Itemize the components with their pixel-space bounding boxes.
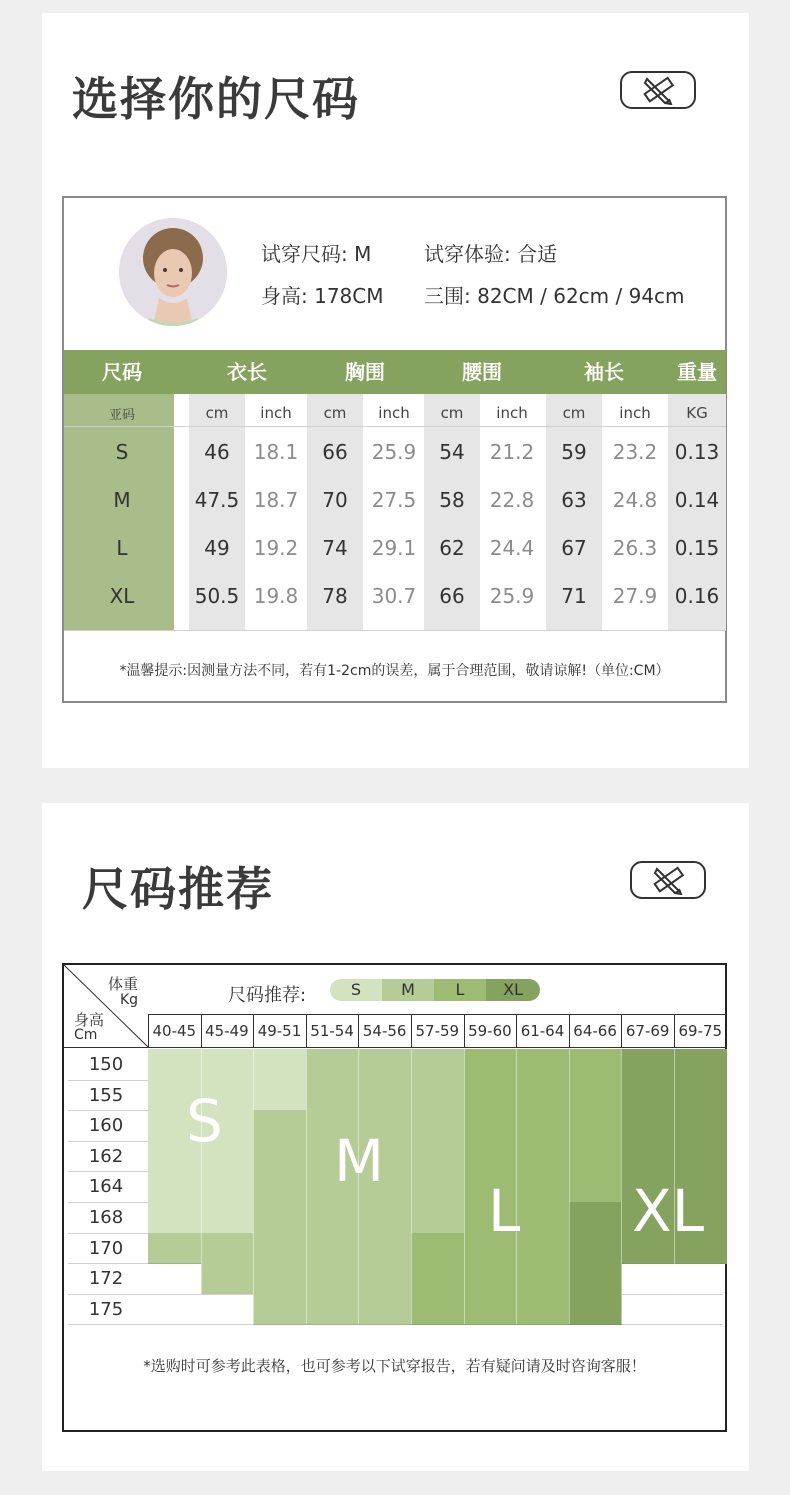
grid-cell: [516, 1294, 569, 1325]
section-title: 选择你的尺码: [72, 72, 360, 126]
grid-cell: [306, 1263, 359, 1294]
size-value: 50.5: [194, 584, 240, 608]
divider: [358, 1014, 359, 1047]
divider: [64, 630, 726, 631]
weight-header: 51-54: [310, 1022, 354, 1040]
grid-cell: [358, 1202, 411, 1233]
grid-cell: [148, 1202, 201, 1233]
grid-cell: [253, 1080, 306, 1111]
divider: [569, 1014, 570, 1047]
divider: [411, 1049, 412, 1324]
ruler-pencil-icon-graphic: [639, 75, 677, 105]
region-label-l: L: [488, 1177, 521, 1245]
height-label: 162: [88, 1145, 124, 1167]
height-label: 160: [88, 1115, 124, 1137]
corner-height: 身高: [74, 1011, 105, 1029]
sub-header: inch: [260, 404, 292, 422]
divider: [464, 1014, 465, 1047]
divider: [148, 1014, 727, 1015]
size-value: 24.4: [489, 536, 535, 560]
grid-cell: [569, 1080, 622, 1111]
height-label: 164: [88, 1176, 124, 1198]
divider: [306, 1014, 307, 1047]
weight-header: 61-64: [520, 1022, 565, 1040]
grid-cell: [516, 1110, 569, 1141]
size-value: 23.2: [612, 440, 658, 464]
grid-cell: [201, 1202, 254, 1233]
grid-cell: [516, 1049, 569, 1080]
size-value: 63: [561, 488, 587, 512]
model-avatar: [119, 218, 227, 326]
grid-cell: [148, 1233, 201, 1264]
section-title: 尺码推荐: [82, 862, 274, 916]
grid-cell: [464, 1049, 517, 1080]
size-value: 78: [322, 584, 348, 608]
grid-cell: [516, 1233, 569, 1264]
size-value: 19.2: [253, 536, 299, 560]
size-value: 25.9: [489, 584, 535, 608]
header-length: 衣长: [227, 360, 267, 384]
grid-cell: [358, 1049, 411, 1080]
size-value: 22.8: [489, 488, 535, 512]
grid-cell: [253, 1233, 306, 1264]
divider: [569, 1049, 570, 1324]
try-feel: 试穿体验: 合适: [424, 242, 558, 266]
grid-cell: [464, 1141, 517, 1172]
size-label: S: [115, 440, 129, 464]
grid-cell: [516, 1202, 569, 1233]
header-size: 尺码: [102, 360, 142, 384]
size-value: 27.5: [371, 488, 417, 512]
legend-xl: XL: [486, 979, 540, 1001]
size-value: 26.3: [612, 536, 658, 560]
grid-cell: [253, 1141, 306, 1172]
model-size-table: [62, 196, 727, 703]
recommend-table: [62, 963, 727, 1432]
divider: [253, 1049, 254, 1324]
size-value: 67: [561, 536, 587, 560]
size-value: 49: [204, 536, 230, 560]
divider: [64, 1047, 727, 1048]
size-value: 74: [322, 536, 348, 560]
model-measurements: 三围: 82CM / 62cm / 94cm: [424, 284, 685, 308]
grid-cell: [621, 1110, 674, 1141]
grid-cell: [411, 1233, 464, 1264]
size-value: 58: [439, 488, 465, 512]
size-value: 21.2: [489, 440, 535, 464]
size-value: 30.7: [371, 584, 417, 608]
divider: [411, 1014, 412, 1047]
size-guide-card: [42, 13, 749, 768]
size-value: 0.16: [674, 584, 720, 608]
divider: [253, 1014, 254, 1047]
height-label: 155: [88, 1084, 124, 1106]
grid-cell: [569, 1294, 622, 1325]
grid-cell: [411, 1110, 464, 1141]
header-sleeve: 袖长: [584, 360, 624, 384]
grid-cell: [411, 1141, 464, 1172]
size-value: 0.14: [674, 488, 720, 512]
size-value: 18.1: [253, 440, 299, 464]
grid-cell: [516, 1141, 569, 1172]
legend-bar: [330, 979, 540, 1001]
grid-cell: [306, 1049, 359, 1080]
divider: [68, 1324, 723, 1325]
legend-l: L: [434, 979, 486, 1001]
weight-header: 57-59: [415, 1022, 460, 1040]
header-weight: 重量: [677, 360, 717, 384]
weight-header: 67-69: [625, 1022, 670, 1040]
region-label-s: S: [186, 1087, 223, 1155]
height-label: 170: [88, 1237, 124, 1259]
ruler-pencil-icon: [620, 71, 696, 109]
size-value: 59: [561, 440, 587, 464]
legend-label: 尺码推荐:: [228, 985, 307, 1006]
sub-header: cm: [562, 404, 586, 422]
header-chest: 胸围: [345, 360, 385, 384]
sub-header: cm: [440, 404, 464, 422]
grid-cell: [148, 1049, 201, 1080]
size-value: 0.15: [674, 536, 720, 560]
ruler-pencil-icon-graphic: [649, 865, 687, 895]
grid-cell: [358, 1080, 411, 1111]
size-value: 25.9: [371, 440, 417, 464]
grid-cell: [464, 1110, 517, 1141]
grid-cell: [411, 1263, 464, 1294]
size-value: 46: [204, 440, 230, 464]
grid-cell: [306, 1202, 359, 1233]
sub-header: 亚码: [108, 408, 135, 423]
grid-cell: [201, 1233, 254, 1264]
grid-cell: [411, 1171, 464, 1202]
grid-cell: [674, 1080, 727, 1111]
legend-s: S: [330, 979, 382, 1001]
size-table-header: [64, 350, 726, 394]
grid-cell: [569, 1049, 622, 1080]
grid-cell: [569, 1171, 622, 1202]
grid-cell: [569, 1141, 622, 1172]
size-recommend-card: [42, 803, 749, 1471]
sub-header: inch: [619, 404, 651, 422]
size-value: 19.8: [253, 584, 299, 608]
measurement-note: *温馨提示:因测量方法不同，若有1-2cm的误差，属于合理范围，敬请谅解!（单位:CM）: [119, 663, 670, 679]
grid-cell: [358, 1263, 411, 1294]
grid-cell: [148, 1171, 201, 1202]
size-value: 0.13: [674, 440, 720, 464]
grid-cell: [253, 1171, 306, 1202]
grid-cell: [253, 1294, 306, 1325]
grid-cell: [621, 1080, 674, 1111]
size-value: 54: [439, 440, 465, 464]
weight-header: 40-45: [152, 1022, 197, 1040]
grid-cell: [306, 1080, 359, 1111]
weight-header: 64-66: [573, 1022, 617, 1040]
grid-cell: [569, 1263, 622, 1294]
divider: [621, 1014, 622, 1047]
height-label: 168: [88, 1207, 124, 1228]
grid-cell: [253, 1263, 306, 1294]
grid-cell: [674, 1141, 727, 1172]
divider: [64, 426, 726, 427]
region-label-xl: XL: [632, 1177, 705, 1245]
height-label: 175: [88, 1298, 124, 1320]
ruler-pencil-icon: [630, 861, 706, 899]
corner-weight: 体重: [108, 975, 139, 993]
grid-cell: [569, 1202, 622, 1233]
grid-cell: [516, 1171, 569, 1202]
grid-cell: [569, 1233, 622, 1264]
divider: [674, 1014, 675, 1047]
height-label: 172: [88, 1268, 124, 1290]
grid-cell: [306, 1294, 359, 1325]
sub-header: inch: [378, 404, 410, 422]
grid-cell: [201, 1049, 254, 1080]
grid-cell: [621, 1141, 674, 1172]
height-label: 150: [88, 1054, 124, 1075]
grid-cell: [411, 1294, 464, 1325]
grid-cell: [516, 1080, 569, 1111]
grid-cell: [411, 1202, 464, 1233]
grid-cell: [464, 1294, 517, 1325]
grid-cell: [569, 1110, 622, 1141]
grid-cell: [411, 1049, 464, 1080]
weight-header: 69-75: [678, 1022, 723, 1040]
region-label-m: M: [334, 1127, 385, 1195]
try-size: 试穿尺码: M: [261, 242, 372, 266]
grid-cell: [253, 1049, 306, 1080]
grid-cell: [306, 1233, 359, 1264]
grid-cell: [621, 1049, 674, 1080]
grid-cell: [358, 1233, 411, 1264]
header-waist: 腰围: [462, 360, 502, 384]
grid-cell: [674, 1049, 727, 1080]
divider: [516, 1014, 517, 1047]
weight-header: 49-51: [257, 1022, 302, 1040]
size-value: 47.5: [194, 488, 240, 512]
size-value: 18.7: [253, 488, 299, 512]
divider: [148, 1014, 149, 1047]
size-value: 62: [439, 536, 465, 560]
divider: [621, 1049, 622, 1324]
divider: [201, 1014, 202, 1047]
grid-cell: [464, 1263, 517, 1294]
size-value: 24.8: [612, 488, 658, 512]
grid-cell: [674, 1110, 727, 1141]
grid-cell: [253, 1110, 306, 1141]
size-value: 66: [439, 584, 465, 608]
sub-header: KG: [686, 404, 708, 422]
grid-cell: [201, 1171, 254, 1202]
grid-cell: [358, 1294, 411, 1325]
divider: [306, 1049, 307, 1324]
weight-header: 54-56: [362, 1022, 407, 1040]
size-label: M: [113, 488, 131, 512]
corner-height-unit: Cm: [74, 1027, 98, 1043]
grid-cell: [253, 1202, 306, 1233]
corner-weight-unit: Kg: [120, 992, 139, 1008]
size-label: XL: [109, 584, 135, 608]
weight-header: 45-49: [205, 1022, 249, 1040]
weight-header: 59-60: [468, 1022, 512, 1040]
sub-header: inch: [496, 404, 528, 422]
grid-cell: [201, 1263, 254, 1294]
size-value: 29.1: [371, 536, 417, 560]
sub-header: cm: [323, 404, 347, 422]
size-value: 70: [322, 488, 348, 512]
size-value: 66: [322, 440, 348, 464]
size-value: 27.9: [612, 584, 658, 608]
sub-header: cm: [205, 404, 229, 422]
size-value: 71: [561, 584, 587, 608]
grid-cell: [516, 1263, 569, 1294]
divider: [464, 1049, 465, 1324]
grid-cell: [411, 1080, 464, 1111]
legend-m: M: [382, 979, 434, 1001]
recommend-note: *选购时可参考此表格，也可参考以下试穿报告，若有疑问请及时咨询客服！: [143, 1357, 646, 1375]
grid-cell: [464, 1080, 517, 1111]
model-height: 身高: 178CM: [261, 284, 384, 308]
size-label: L: [116, 536, 128, 560]
